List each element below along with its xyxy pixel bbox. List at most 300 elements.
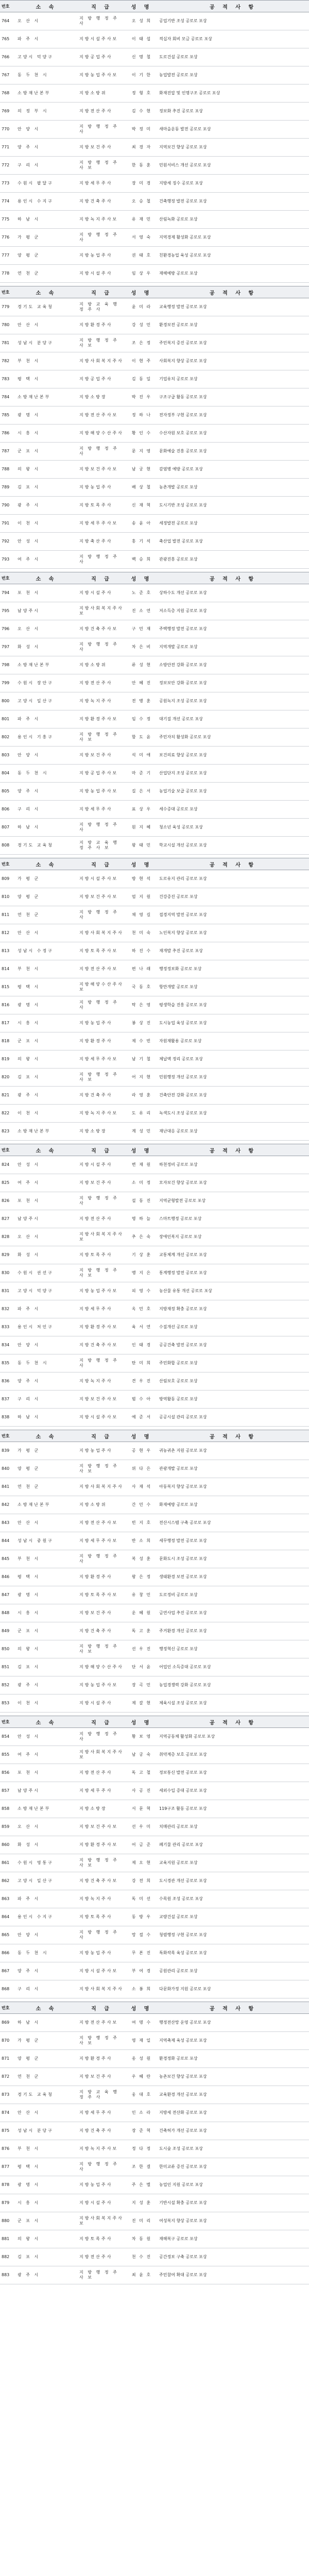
cell-number: 831 — [2, 1289, 10, 1293]
cell-reason: 공원관리 공로로 포상 — [159, 1969, 198, 1973]
table-row — [0, 620, 309, 638]
cell-number: 803 — [2, 753, 10, 757]
cell-reason: 119구조 활동 공로로 포상 — [159, 1806, 207, 1811]
cell-name: 소 미 정 — [131, 1180, 152, 1185]
cell-location: 고양시 일산구 — [18, 1878, 54, 1883]
cell-location: 의 왕 시 — [18, 1057, 40, 1061]
cell-number: 821 — [2, 1093, 10, 1097]
cell-number: 808 — [2, 843, 10, 848]
cell-job-grade: 지 방 행 정 주 사 — [79, 1000, 118, 1010]
cell-number: 866 — [2, 1951, 10, 1955]
cell-name: 망 절 수 — [131, 1933, 152, 1937]
cell-number: 767 — [2, 73, 10, 77]
cell-name: 문 지 영 — [131, 449, 152, 453]
table-row — [0, 2158, 309, 2176]
cell-reason: 전산시스템 구축 공로로 포상 — [159, 1520, 211, 1525]
table-row — [0, 942, 309, 960]
table-row — [0, 211, 309, 229]
cell-reason: 정보통신 발전 공로로 포상 — [159, 1770, 207, 1775]
cell-location: 양 주 시 — [18, 789, 40, 793]
cell-name: 운 혜 원 — [131, 1611, 152, 1615]
table-row — [0, 1694, 309, 1713]
cell-reason: 수목원 조성 공로로 포상 — [159, 1896, 203, 1901]
cell-location: 가 평 군 — [18, 235, 40, 240]
cell-name: 견 우 진 — [131, 1379, 152, 1383]
cell-name: 독 미 선 — [131, 1896, 152, 1901]
table-row — [0, 193, 309, 211]
cell-location: 안 성 시 — [18, 539, 40, 544]
table-header — [0, 1144, 309, 1156]
table-row — [0, 1728, 309, 1746]
table-row — [0, 12, 309, 30]
cell-job-grade: 지방소방위 — [79, 91, 107, 95]
cell-number: 793 — [2, 557, 10, 562]
table-row — [0, 1676, 309, 1694]
cell-number: 822 — [2, 1111, 10, 1115]
cell-reason: 행정전산망 운영 공로로 포상 — [159, 2020, 211, 2025]
cell-location: 평 택 시 — [18, 985, 40, 989]
cell-location: 평 택 시 — [18, 377, 40, 381]
table-row — [0, 2122, 309, 2140]
cell-name: 빈 지 호 — [131, 1520, 152, 1525]
cell-name: 편 나 래 — [131, 967, 152, 971]
cell-reason: 건축허가 개선 공로로 포상 — [159, 2128, 207, 2133]
cell-job-grade: 지 방 행 정 주 사 보 — [79, 2270, 118, 2280]
cell-location: 안 양 시 — [18, 127, 40, 131]
header-number: 번호 — [2, 1147, 10, 1153]
table-row — [0, 1818, 309, 1836]
cell-number: 810 — [2, 894, 10, 899]
cell-location: 안 성 시 — [18, 1162, 40, 1167]
cell-name: 함 도 윤 — [131, 735, 152, 739]
cell-job-grade: 지방녹지주사보 — [79, 2146, 118, 2151]
cell-number: 862 — [2, 1878, 10, 1883]
cell-job-grade: 지방전산주사 — [79, 1216, 113, 1221]
table-row — [0, 783, 309, 801]
cell-reason: 지방재정 확충 공로로 포상 — [159, 1307, 207, 1311]
cell-location: 광 명 시 — [18, 1003, 40, 1007]
cell-job-grade: 지방농업주사 — [79, 1448, 113, 1453]
cell-job-grade: 지방세무주사보 — [79, 1538, 118, 1543]
cell-reason: 한미교류 증진 공로로 포상 — [159, 2164, 207, 2169]
cell-number: 768 — [2, 91, 10, 95]
cell-name: 반 소 희 — [131, 1538, 152, 1543]
cell-job-grade: 지 방 행 정 주 사 — [79, 1358, 118, 1368]
table-row — [0, 1532, 309, 1550]
cell-name: 류 성 현 — [131, 663, 152, 667]
cell-job-grade: 지 방 행 정 주 사 보 — [79, 160, 118, 170]
cell-job-grade: 지방보건주사 — [79, 1611, 113, 1615]
cell-reason: 주민복지 증진 공로로 포상 — [159, 341, 207, 345]
table-section — [0, 286, 309, 569]
cell-name: 서 문 혁 — [131, 1806, 152, 1811]
cell-location: 가 평 군 — [18, 876, 40, 881]
cell-name: 범 수 아 — [131, 1397, 152, 1401]
cell-name: 국 동 호 — [131, 985, 152, 989]
cell-location: 동 두 천 시 — [18, 73, 48, 77]
cell-number: 834 — [2, 1343, 10, 1347]
header-name: 성 명 — [131, 2006, 152, 2012]
cell-reason: 생태환경 보전 공로로 포상 — [159, 1574, 207, 1579]
cell-job-grade: 지 방 교 육 행 정 주 사 — [79, 302, 118, 312]
table-row — [0, 674, 309, 692]
table-row — [0, 247, 309, 265]
cell-reason: 평생학습 진흥 공로로 포상 — [159, 1003, 207, 1007]
cell-reason: 환경보전 공로로 포상 — [159, 323, 198, 327]
cell-reason: 청렴행정 구현 공로로 포상 — [159, 1933, 207, 1937]
cell-reason: 전자정부 구현 공로로 포상 — [159, 413, 207, 417]
table-row — [0, 1105, 309, 1123]
table-section — [0, 858, 309, 1141]
cell-number: 776 — [2, 235, 10, 240]
cell-name: 변 재 원 — [131, 1162, 152, 1167]
cell-number: 826 — [2, 1198, 10, 1203]
cell-reason: 지방세 전산화 공로로 포상 — [159, 2110, 207, 2115]
cell-location: 광 주 시 — [18, 2273, 40, 2277]
cell-job-grade: 지방토목주사보 — [79, 948, 118, 953]
header-job-grade: 직 급 — [91, 1434, 112, 1440]
cell-name: 인 태 경 — [131, 1343, 152, 1347]
table-row — [0, 888, 309, 906]
table-row — [0, 1228, 309, 1246]
cell-job-grade: 지 방 행 정 주 사 — [79, 124, 118, 134]
cell-name: 라 영 훈 — [131, 1093, 152, 1097]
cell-name: 신 재 혁 — [131, 503, 152, 507]
cell-location: 부 천 시 — [18, 967, 40, 971]
cell-number: 840 — [2, 1466, 10, 1471]
cell-job-grade: 지방환경주사보 — [79, 1325, 118, 1329]
cell-reason: 방역활동 공로로 포상 — [159, 1397, 198, 1401]
cell-reason: 도시기반 조성 공로로 포상 — [159, 503, 207, 507]
cell-name: 남 궁 숙 — [131, 1752, 152, 1757]
table-row — [0, 1156, 309, 1174]
header-reason: 공 적 사 항 — [209, 1148, 257, 1154]
cell-job-grade: 지 방 행 정 주 사 보 — [79, 1464, 118, 1473]
cell-number: 873 — [2, 2092, 10, 2097]
cell-name: 진 미 리 — [131, 2218, 152, 2223]
cell-name: 천 미 숙 — [131, 930, 152, 935]
cell-location: 파 주 시 — [18, 717, 40, 721]
cell-number: 798 — [2, 663, 10, 667]
cell-number: 779 — [2, 304, 10, 309]
table-row — [0, 584, 309, 602]
cell-job-grade: 지방공업주사 — [79, 55, 113, 59]
cell-number: 783 — [2, 377, 10, 381]
cell-name: 영 재 일 — [131, 2038, 152, 2043]
cell-number: 832 — [2, 1307, 10, 1311]
cell-location: 가 평 군 — [18, 2038, 40, 2043]
cell-job-grade: 지방해양수산주사 — [79, 431, 124, 435]
cell-job-grade: 지방시설주사 — [79, 590, 113, 595]
cell-reason: 도로건설 공로로 포상 — [159, 55, 198, 59]
cell-number: 774 — [2, 199, 10, 204]
header-job-grade: 직 급 — [91, 1720, 112, 1726]
cell-reason: 상하수도 개선 공로로 포상 — [159, 590, 207, 595]
cell-number: 838 — [2, 1415, 10, 1419]
table-row — [0, 1442, 309, 1460]
cell-job-grade: 지방농업주사 — [79, 253, 113, 258]
cell-job-grade: 지방녹지주사 — [79, 1379, 113, 1383]
cell-job-grade: 지방녹지주사보 — [79, 1111, 118, 1115]
cell-location: 포 천 시 — [18, 590, 40, 595]
cell-name: 강 성 민 — [131, 323, 152, 327]
table-row — [0, 298, 309, 316]
cell-location: 안 성 시 — [18, 1734, 40, 1739]
cell-job-grade: 지방소방장 — [79, 395, 107, 399]
table-row — [0, 30, 309, 48]
cell-reason: 공간정보 구축 공로로 포상 — [159, 2255, 207, 2259]
table-row — [0, 1658, 309, 1676]
cell-job-grade: 지방전산주사 — [79, 109, 113, 113]
cell-name: 여 명 수 — [131, 2020, 152, 2025]
cell-reason: 보건의료 향상 공로로 포상 — [159, 753, 207, 757]
cell-location: 용인시 수지구 — [18, 1914, 54, 1919]
cell-number: 771 — [2, 145, 10, 149]
cell-number: 825 — [2, 1180, 10, 1185]
cell-name: 동 방 우 — [131, 1914, 152, 1919]
cell-reason: 취약계층 보호 공로로 포상 — [159, 1752, 207, 1757]
header-number: 번호 — [2, 290, 10, 295]
cell-location: 시 흥 시 — [18, 431, 40, 435]
cell-location: 하 남 시 — [18, 2020, 40, 2025]
cell-location: 광 주 시 — [18, 503, 40, 507]
cell-name: 조 은 정 — [131, 341, 152, 345]
cell-location: 고양시 덕양구 — [18, 1289, 54, 1293]
cell-reason: 저소득층 지원 공로로 포상 — [159, 608, 207, 613]
table-row — [0, 1300, 309, 1318]
cell-number: 882 — [2, 2255, 10, 2259]
cell-reason: 관광개발 공로로 포상 — [159, 1466, 198, 1471]
cell-job-grade: 지방시설주사보 — [79, 1415, 118, 1419]
cell-number: 830 — [2, 1270, 10, 1275]
cell-job-grade: 지방전산주사보 — [79, 2020, 118, 2025]
cell-job-grade: 지방농업주사 — [79, 485, 113, 489]
cell-number: 775 — [2, 217, 10, 222]
cell-number: 769 — [2, 109, 10, 113]
cell-location: 용인시 처인구 — [18, 1325, 54, 1329]
cell-job-grade: 지방농업주사 — [79, 1951, 113, 1955]
cell-name: 남 궁 현 — [131, 467, 152, 471]
cell-job-grade: 지방소방위 — [79, 663, 107, 667]
cell-job-grade: 지방토목주사 — [79, 1914, 113, 1919]
cell-location: 용인시 기흥구 — [18, 735, 54, 739]
cell-location: 경기도 교육청 — [18, 2092, 54, 2097]
cell-job-grade: 지방토목주사 — [79, 503, 113, 507]
cell-name: 구 민 재 — [131, 626, 152, 631]
cell-location: 남양주시 — [18, 608, 40, 613]
cell-number: 800 — [2, 699, 10, 703]
cell-reason: 세외수입 증대 공로로 포상 — [159, 1788, 207, 1793]
cell-location: 양 주 시 — [18, 145, 40, 149]
header-name: 성 명 — [131, 1720, 152, 1726]
table-row — [0, 229, 309, 247]
cell-job-grade: 지방세무주사 — [79, 181, 113, 185]
cell-name: 권 태 호 — [131, 253, 152, 258]
cell-job-grade: 지방전산주사 — [79, 681, 113, 685]
cell-name: 독 고 철 — [131, 1770, 152, 1775]
cell-number: 785 — [2, 413, 10, 417]
cell-name: 최 윤 호 — [131, 2273, 152, 2277]
cell-number: 864 — [2, 1914, 10, 1919]
cell-location: 수원시 권선구 — [18, 1270, 54, 1275]
cell-number: 839 — [2, 1448, 10, 1453]
cell-number: 883 — [2, 2273, 10, 2277]
cell-location: 이 천 시 — [18, 521, 40, 526]
cell-reason: 공공건축 발전 공로로 포상 — [159, 1343, 207, 1347]
cell-reason: 접경지역 발전 공로로 포상 — [159, 912, 207, 917]
cell-reason: 공원녹지 조성 공로로 포상 — [159, 699, 207, 703]
cell-number: 766 — [2, 55, 10, 59]
table-row — [0, 2212, 309, 2230]
table-row — [0, 978, 309, 996]
section-gap — [0, 2284, 309, 2287]
cell-number: 772 — [2, 163, 10, 167]
cell-reason: 세정발전 공로로 포상 — [159, 521, 198, 526]
cell-reason: 도로정비 공로로 포상 — [159, 1592, 198, 1597]
table-row — [0, 870, 309, 888]
cell-location: 구 리 시 — [18, 163, 40, 167]
cell-reason: 산업단지 조성 공로로 포상 — [159, 771, 207, 775]
table-row — [0, 692, 309, 710]
cell-number: 802 — [2, 735, 10, 739]
cell-name: 박 정 미 — [131, 127, 152, 131]
cell-number: 841 — [2, 1484, 10, 1489]
cell-name: 이 태 섭 — [131, 37, 152, 41]
table-row — [0, 1746, 309, 1764]
cell-reason: 재난대응 공로로 포상 — [159, 1129, 198, 1133]
cell-reason: 농업발전 공로로 포상 — [159, 73, 198, 77]
header-number: 번호 — [2, 575, 10, 581]
cell-number: 833 — [2, 1325, 10, 1329]
cell-name: 황 인 수 — [131, 431, 152, 435]
cell-name: 어 지 현 — [131, 1075, 152, 1079]
cell-number: 867 — [2, 1969, 10, 1973]
cell-name: 제 오 현 — [131, 1860, 152, 1865]
cell-number: 794 — [2, 590, 10, 595]
cell-location: 오 산 시 — [18, 19, 40, 23]
table-row — [0, 837, 309, 855]
cell-location: 광 주 시 — [18, 1093, 40, 1097]
cell-number: 823 — [2, 1129, 10, 1133]
table-row — [0, 710, 309, 728]
cell-job-grade: 지방사회복지주사 — [79, 1484, 124, 1489]
table-row — [0, 1282, 309, 1300]
cell-number: 870 — [2, 2038, 10, 2043]
header-location: 소 속 — [36, 1434, 57, 1440]
cell-reason: 학교시설 개선 공로로 포상 — [159, 843, 207, 848]
cell-location: 양 평 군 — [18, 1466, 40, 1471]
cell-job-grade: 지방녹지주사 — [79, 699, 113, 703]
table-row — [0, 1246, 309, 1264]
cell-job-grade: 지 방 행 정 주 사 보 — [79, 2036, 118, 2045]
table-row — [0, 1550, 309, 1568]
table-row — [0, 656, 309, 674]
cell-number: 837 — [2, 1397, 10, 1401]
cell-location: 구 리 시 — [18, 1987, 40, 1991]
cell-number: 795 — [2, 608, 10, 613]
cell-number: 865 — [2, 1933, 10, 1937]
table-header — [0, 2002, 309, 2014]
cell-reason: 교육지원 공로로 포상 — [159, 1860, 198, 1865]
cell-reason: 농촌개발 공로로 포상 — [159, 485, 198, 489]
table-row — [0, 1391, 309, 1409]
cell-reason: 감염병 예방 공로로 포상 — [159, 467, 203, 471]
cell-job-grade: 지방전산주사보 — [79, 967, 118, 971]
cell-number: 859 — [2, 1824, 10, 1829]
table-section — [0, 0, 309, 283]
cell-location: 안 산 시 — [18, 323, 40, 327]
table-row — [0, 66, 309, 84]
table-row — [0, 1372, 309, 1391]
header-reason: 공 적 사 항 — [209, 1434, 257, 1440]
table-header — [0, 1430, 309, 1442]
cell-reason: 아동복지 향상 공로로 포상 — [159, 1484, 207, 1489]
cell-reason: 산림녹화 공로로 포상 — [159, 217, 198, 222]
cell-name: 육 서 연 — [131, 1325, 152, 1329]
cell-location: 성남시 중원구 — [18, 1538, 54, 1543]
cell-name: 하 진 수 — [131, 948, 152, 953]
table-row — [0, 2266, 309, 2284]
cell-job-grade: 지 방 행 정 주 사 보 — [79, 1644, 118, 1654]
table-row — [0, 2104, 309, 2122]
table-row — [0, 388, 309, 406]
table-row — [0, 1586, 309, 1604]
table-row — [0, 1460, 309, 1478]
cell-number: 817 — [2, 1021, 10, 1025]
cell-number: 782 — [2, 359, 10, 363]
header-number: 번호 — [2, 2005, 10, 2010]
table-row — [0, 48, 309, 66]
table-row — [0, 265, 309, 283]
cell-job-grade: 지방보건주사보 — [79, 1397, 118, 1401]
table-row — [0, 819, 309, 837]
cell-reason: 도시숲 조성 공로로 포상 — [159, 2146, 203, 2151]
cell-job-grade: 지방녹지주사보 — [79, 217, 118, 222]
cell-location: 부 천 시 — [18, 1556, 40, 1561]
cell-name: 유 재 민 — [131, 217, 152, 222]
cell-location: 안 산 시 — [18, 930, 40, 935]
header-number: 번호 — [2, 1433, 10, 1438]
cell-number: 861 — [2, 1860, 10, 1865]
table-row — [0, 2176, 309, 2194]
cell-reason: 농촌보건 향상 공로로 포상 — [159, 2074, 207, 2079]
cell-number: 809 — [2, 876, 10, 881]
cell-name: 무 본 진 — [131, 1951, 152, 1955]
cell-name: 황 보 영 — [131, 1734, 152, 1739]
cell-name: 위 다 은 — [131, 1466, 152, 1471]
cell-location: 성남시 수정구 — [18, 948, 54, 953]
cell-reason: 지역보건 향상 공로로 포상 — [159, 145, 207, 149]
table-row — [0, 515, 309, 533]
cell-job-grade: 지 방 행 정 주 사 — [79, 2162, 118, 2172]
table-row — [0, 533, 309, 551]
cell-location: 평 택 시 — [18, 2164, 40, 2169]
cell-name: 임 상 우 — [131, 271, 152, 276]
cell-number: 877 — [2, 2164, 10, 2169]
cell-number: 780 — [2, 323, 10, 327]
cell-name: 한 동 훈 — [131, 163, 152, 167]
cell-number: 827 — [2, 1216, 10, 1221]
cell-name: 지 성 훈 — [131, 2200, 152, 2205]
cell-location: 김 포 시 — [18, 1665, 40, 1669]
cell-name: 어 금 준 — [131, 1842, 152, 1847]
table-row — [0, 139, 309, 157]
cell-name: 이 현 주 — [131, 359, 152, 363]
cell-number: 878 — [2, 2182, 10, 2187]
cell-location: 파 주 시 — [18, 1307, 40, 1311]
cell-name: 주 은 별 — [131, 2182, 152, 2187]
table-row — [0, 443, 309, 461]
